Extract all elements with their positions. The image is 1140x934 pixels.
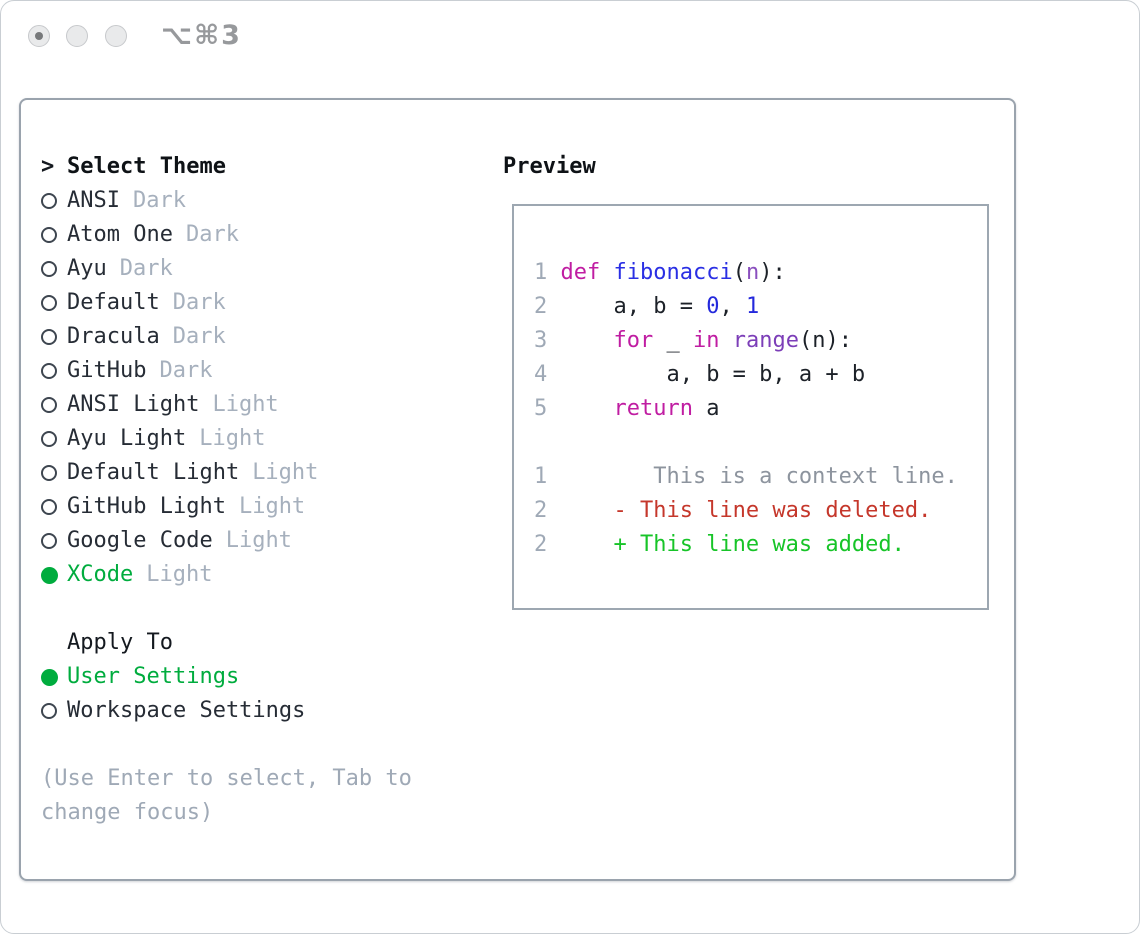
spacer-row: [41, 592, 491, 626]
theme-dialog-panel: [19, 98, 1016, 881]
code-line: [534, 290, 987, 324]
select-theme-title: Select Theme: [67, 154, 226, 179]
theme-name: Dracula: [67, 324, 160, 349]
radio-circle: [41, 499, 57, 515]
theme-variant: Dark: [172, 290, 226, 315]
theme-variant: Dark: [185, 222, 239, 247]
line-number: 1: [534, 464, 561, 489]
theme-name: Ayu Light: [67, 426, 187, 451]
preview-box: [512, 204, 989, 610]
code-token: ,: [719, 294, 746, 319]
code-token: range: [732, 328, 799, 353]
theme-variant: Dark: [172, 324, 226, 349]
theme-selector-column: [41, 150, 491, 830]
theme-option[interactable]: [41, 524, 491, 558]
radio-circle: [41, 193, 57, 209]
theme-variant: Light: [199, 426, 266, 451]
theme-option[interactable]: [41, 218, 491, 252]
preview-code-area: [534, 256, 987, 562]
radio-selected-icon: [41, 669, 67, 686]
traffic-light-minimize-button[interactable]: [66, 25, 88, 47]
radio-unselected-icon: [41, 227, 67, 243]
code-token: n: [745, 260, 760, 285]
theme-variant: Dark: [132, 188, 186, 213]
theme-variant: Light: [252, 460, 319, 485]
theme-name: Default: [67, 290, 160, 315]
theme-variant: Dark: [159, 358, 213, 383]
theme-name: Atom One: [67, 222, 173, 247]
apply-to-option[interactable]: [41, 694, 491, 728]
line-number: 5: [534, 396, 561, 421]
theme-name: Ayu: [67, 256, 107, 281]
radio-unselected-icon: [41, 465, 67, 481]
code-token: a: [692, 396, 720, 421]
diff-line-context: [534, 460, 987, 494]
radio-circle: [41, 397, 57, 413]
theme-option[interactable]: [41, 456, 491, 490]
line-number: 3: [534, 328, 561, 353]
theme-option[interactable]: [41, 354, 491, 388]
code-token: [561, 328, 614, 353]
theme-option[interactable]: [41, 422, 491, 456]
theme-name: ANSI Light: [67, 392, 200, 417]
radio-unselected-icon: [41, 193, 67, 209]
theme-name: ANSI: [67, 188, 120, 213]
select-theme-header: [41, 150, 491, 184]
radio-circle: [41, 363, 57, 379]
code-token: a, b =: [560, 294, 707, 319]
radio-circle: [41, 465, 57, 481]
radio-unselected-icon: [41, 703, 67, 719]
line-number: 2: [534, 532, 561, 557]
theme-variant: Light: [146, 562, 213, 587]
diff-text: - This line was deleted.: [560, 498, 932, 523]
apply-to-option[interactable]: [41, 660, 491, 694]
radio-unselected-icon: [41, 295, 67, 311]
theme-name: Google Code: [67, 528, 213, 553]
code-token: def: [560, 260, 614, 285]
theme-name: GitHub: [67, 358, 147, 383]
radio-unselected-icon: [41, 363, 67, 379]
theme-variant: Dark: [119, 256, 173, 281]
diff-text: + This line was added.: [560, 532, 905, 557]
code-token: return: [613, 396, 693, 421]
code-token: 0: [706, 294, 720, 319]
code-token: (: [732, 260, 746, 285]
code-line: [534, 392, 987, 426]
theme-name: GitHub Light: [67, 494, 226, 519]
theme-option[interactable]: [41, 558, 491, 592]
apply-to-label: User Settings: [67, 664, 240, 689]
radio-circle: [41, 567, 58, 584]
radio-unselected-icon: [41, 261, 67, 277]
radio-unselected-icon: [41, 329, 67, 345]
hint-text-line-1: (Use Enter to select, Tab to: [41, 766, 412, 791]
code-token: [719, 328, 732, 353]
preview-title: Preview: [503, 154, 596, 179]
code-token: a, b = b, a + b: [560, 362, 866, 387]
code-token: _: [653, 328, 693, 353]
line-number: 2: [534, 294, 561, 319]
theme-option[interactable]: [41, 320, 491, 354]
line-number: 1: [534, 260, 561, 285]
theme-option[interactable]: [41, 184, 491, 218]
code-line: [534, 358, 987, 392]
code-token: ):: [759, 260, 786, 285]
radio-selected-icon: [41, 567, 67, 584]
radio-unselected-icon: [41, 397, 67, 413]
radio-circle: [41, 431, 57, 447]
blank-line: [534, 426, 987, 460]
apply-to-list: [41, 660, 491, 728]
code-token: 1: [745, 294, 760, 319]
radio-circle: [41, 261, 57, 277]
code-line: [534, 324, 987, 358]
code-token: fibonacci: [613, 260, 733, 285]
code-line: [534, 256, 987, 290]
radio-unselected-icon: [41, 499, 67, 515]
traffic-light-zoom-button[interactable]: [105, 25, 127, 47]
apply-to-header: [41, 626, 491, 660]
spacer-row: [41, 728, 491, 762]
code-token: for: [613, 328, 654, 353]
radio-unselected-icon: [41, 431, 67, 447]
code-token: in: [692, 328, 720, 353]
diff-line-added: [534, 528, 987, 562]
code-token: (n):: [798, 328, 852, 353]
keyboard-shortcut-label: ⌥⌘3: [161, 20, 242, 51]
theme-variant: Light: [212, 392, 279, 417]
diff-text: This is a context line.: [560, 464, 958, 489]
theme-option[interactable]: [41, 286, 491, 320]
theme-option[interactable]: [41, 252, 491, 286]
theme-option[interactable]: [41, 490, 491, 524]
title-bar: [1, 1, 1139, 71]
radio-unselected-icon: [41, 533, 67, 549]
radio-circle: [41, 295, 57, 311]
hint-text-line-2: change focus): [41, 800, 214, 825]
theme-option[interactable]: [41, 388, 491, 422]
theme-name: XCode: [67, 562, 134, 587]
radio-circle: [41, 329, 57, 345]
traffic-light-active-dot: [35, 32, 43, 40]
line-number: 4: [534, 362, 561, 387]
radio-circle: [41, 533, 57, 549]
focus-cursor-icon: >: [41, 154, 55, 179]
diff-line-deleted: [534, 494, 987, 528]
theme-name: Default Light: [67, 460, 240, 485]
radio-circle: [41, 703, 57, 719]
theme-variant: Light: [225, 528, 292, 553]
radio-circle: [41, 669, 58, 686]
radio-circle: [41, 227, 57, 243]
code-token: [561, 396, 614, 421]
line-number: 2: [534, 498, 561, 523]
apply-to-label: Workspace Settings: [67, 698, 306, 723]
theme-variant: Light: [238, 494, 306, 519]
theme-list: [41, 184, 491, 592]
traffic-light-close-button[interactable]: [28, 25, 50, 47]
apply-to-title: Apply To: [67, 630, 173, 655]
